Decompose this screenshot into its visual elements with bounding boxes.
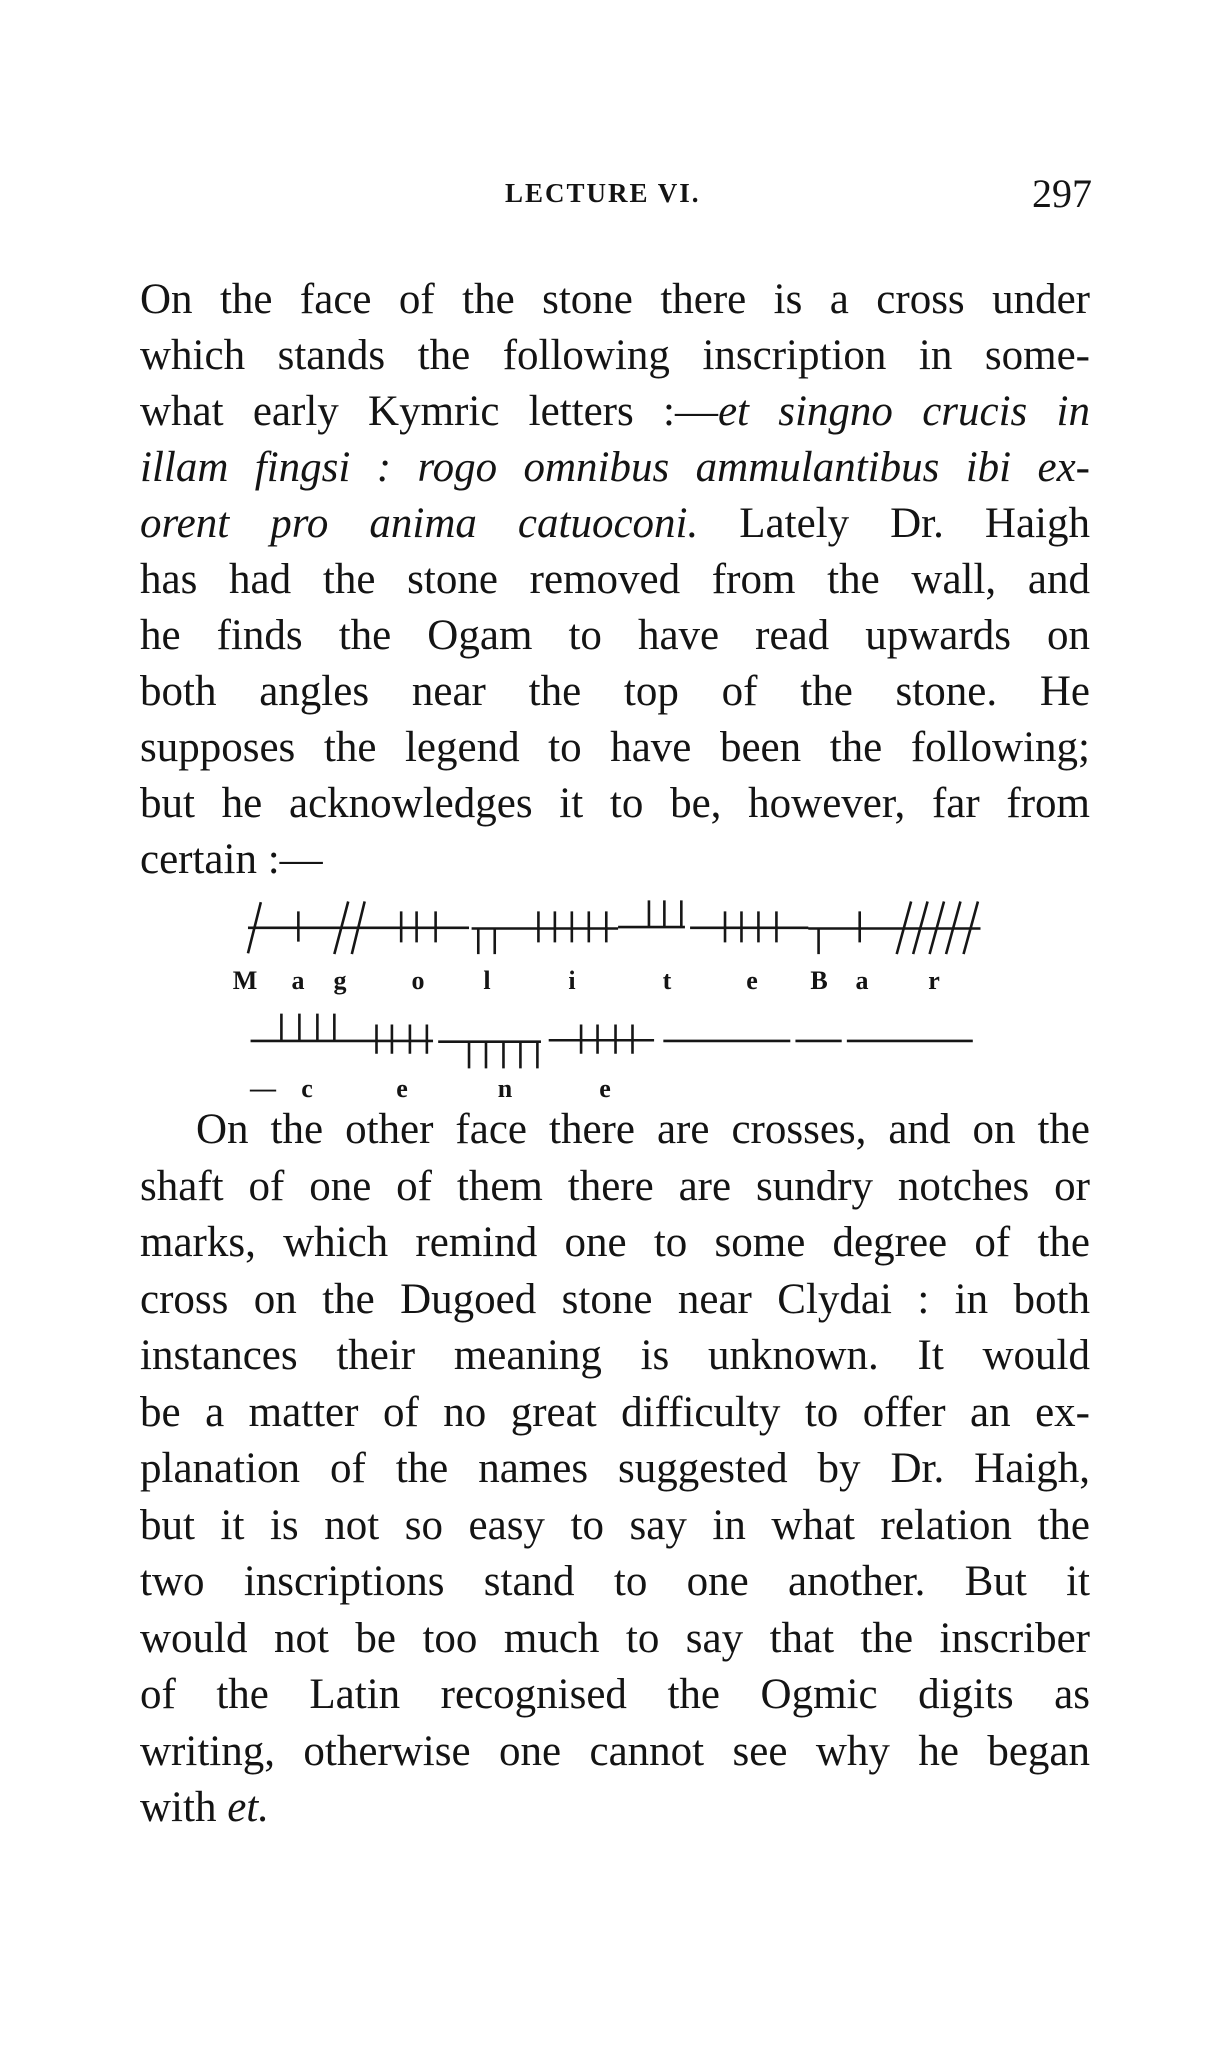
body-text: be a matter of no great difficulty to offer an ex- [140,1388,1090,1436]
text-line [140,1159,1090,1216]
ogham-letter: B [810,966,828,995]
body-text: On the face of the stone there is a cross under [140,276,1090,323]
text-line [140,384,1090,440]
ogham-letter: i [568,966,576,995]
body-text: shaft of one of them there are sundry notches or [140,1162,1090,1210]
text-line [140,1328,1090,1385]
italic-text: et. [227,1784,269,1831]
italic-text: illam fingsi : rogo omnibus ammulantibus ibi ex- [140,444,1090,491]
text-line [140,1724,1090,1781]
running-header-title: LECTURE VI. [505,178,701,208]
text-line [140,1667,1090,1724]
text-line [140,496,1090,552]
body-text: which stands the following inscription in some- [140,332,1090,379]
paragraph-1 [140,272,1090,888]
body-text: has had the stone removed from the wall, and [140,556,1090,603]
body-text: two inscriptions stand to one another. But it [140,1558,1090,1605]
text-line [140,440,1090,496]
ogham-letter: r [928,966,940,995]
text-line [140,720,1090,776]
text-line [140,328,1090,384]
body-text: of the Latin recognised the Ogmic digits as [140,1671,1090,1718]
ogham-letter: c [301,1074,313,1103]
body-text: certain :— [140,836,323,883]
body-text: instances their meaning is unknown. It would [140,1332,1090,1379]
body-text: Lately Dr. Haigh [698,500,1091,547]
text-line [140,1385,1090,1442]
ogham-letter: e [599,1074,611,1103]
body-text: what early Kymric letters :— [140,388,718,435]
body-text: supposes the legend to have been the following; [140,724,1090,771]
text-line [140,1102,1090,1159]
text-line [140,1441,1090,1498]
text-line [140,552,1090,608]
text-line [140,1215,1090,1272]
italic-text: orent pro anima catuoconi. [140,500,699,547]
body-text: planation of the names suggested by Dr. Haigh, [140,1445,1090,1492]
body-text: he finds the Ogam to have read upwards on [140,612,1090,659]
paragraph-2 [140,1102,1090,1837]
ogham-letter: e [746,966,758,995]
text-line [140,272,1090,328]
ogham-letter: a [855,966,869,995]
body-text: but he acknowledges it to be, however, far from [140,780,1090,827]
page-number: 297 [1032,171,1092,216]
text-line [140,1554,1090,1611]
ogham-letter: o [411,966,425,995]
body-text: marks, which remind one to some degree of the [140,1219,1090,1266]
body-text: would not be too much to say that the inscriber [140,1614,1090,1662]
text-line [140,1780,1090,1837]
text-line [140,664,1090,720]
body-text: both angles near the top of the stone. He [140,668,1090,715]
ogham-letter: n [497,1074,513,1103]
ogham-letter: a [291,966,305,995]
body-text: writing, otherwise one cannot see why he began [140,1727,1090,1775]
text-line [140,608,1090,664]
text-line [140,1611,1090,1668]
text-line [140,776,1090,832]
text-line [140,1498,1090,1555]
ogham-letter: t [662,966,672,995]
text-line [140,1272,1090,1329]
body-text: but it is not so easy to say in what relation the [140,1501,1090,1549]
ogham-letter: — [250,1074,276,1103]
body-text: with [140,1784,228,1831]
italic-text: et singno crucis in [717,388,1090,435]
ogham-letter: l [483,966,491,995]
ogham-letter: g [333,966,347,995]
ogham-letter: M [232,966,258,995]
body-text: On the other face there are crosses, and on the [196,1106,1090,1153]
ogham-stem-line-2 [251,1040,973,1041]
body-text: cross on the Dugoed stone near Clydai : in both [140,1275,1090,1323]
ogham-letter: e [396,1074,408,1103]
